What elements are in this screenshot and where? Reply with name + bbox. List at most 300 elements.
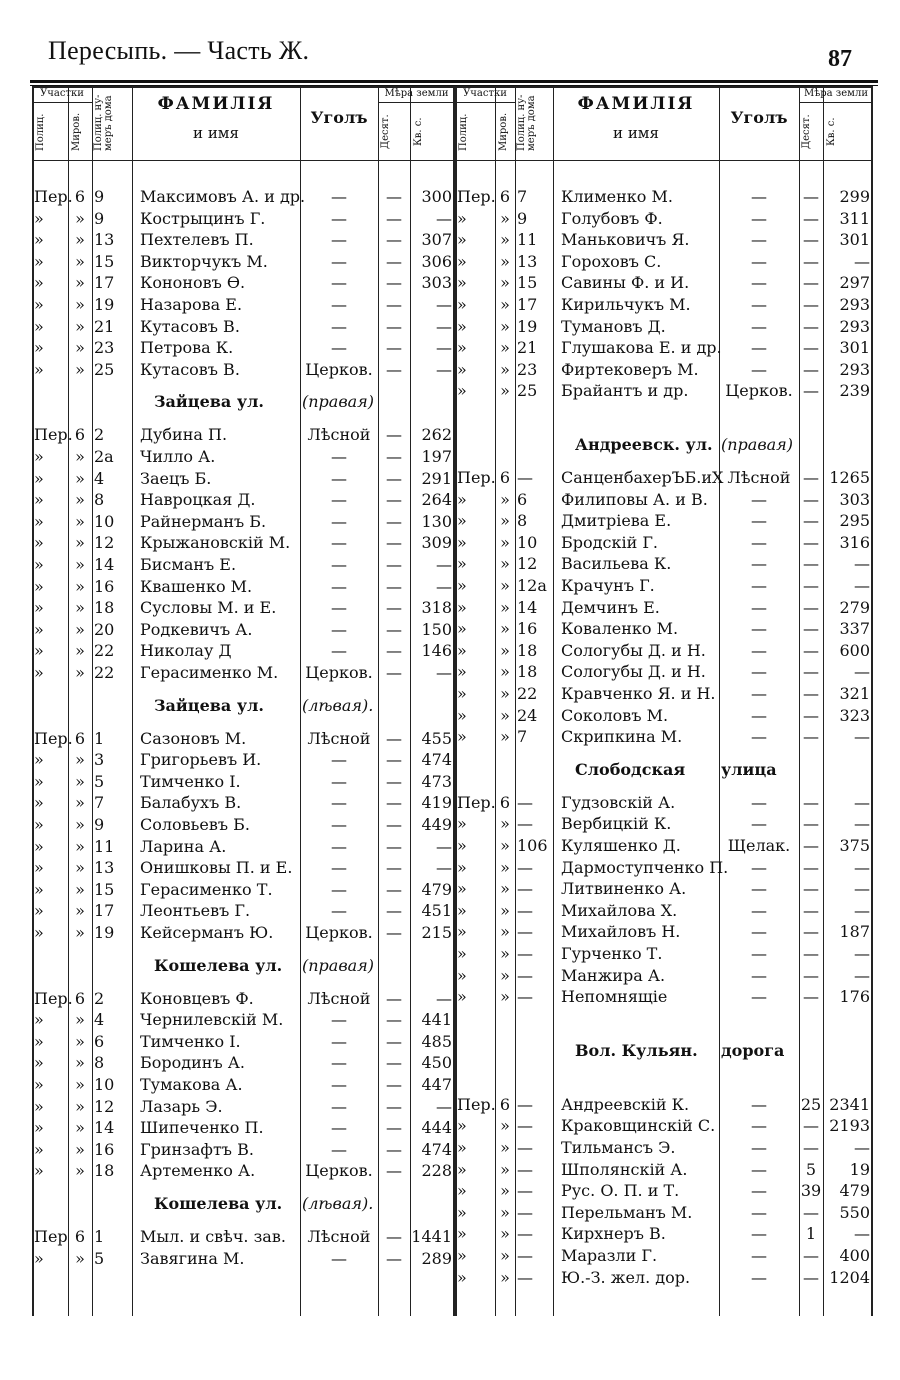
- table-row: [32, 1248, 455, 1269]
- cell-house-number: 8: [94, 490, 105, 510]
- cell-desyat: —: [803, 857, 819, 877]
- cell-ugol: —: [331, 490, 347, 510]
- cell-desyat: —: [803, 359, 819, 379]
- cell-polits: »: [34, 641, 44, 661]
- cell-name: Бисманъ Е.: [140, 555, 237, 574]
- cell-kv: —: [436, 1096, 452, 1116]
- cell-name: Перельманъ М.: [561, 1202, 693, 1222]
- cell-name: Сусловы М. и Е.: [140, 598, 277, 618]
- cell-desyat: —: [803, 662, 819, 682]
- cell-polits: »: [34, 251, 44, 271]
- cell-polits: »: [457, 836, 467, 855]
- cell-mirov: »: [500, 208, 510, 228]
- cell-mirov: »: [500, 705, 510, 725]
- cell-desyat: —: [803, 619, 819, 639]
- cell-name: Непомнящіе: [561, 987, 668, 1007]
- header-polits: Полиц.: [35, 113, 46, 151]
- top-rule: [30, 80, 878, 83]
- cell-desyat: —: [386, 1010, 402, 1030]
- cell-mirov: »: [500, 554, 510, 574]
- cell-kv: 311: [839, 208, 870, 228]
- cell-mirov: 6: [74, 728, 86, 748]
- table-row: [32, 988, 455, 1009]
- cell-polits: »: [34, 208, 44, 228]
- cell-house-number: 22: [94, 663, 115, 682]
- cell-mirov: »: [75, 663, 85, 682]
- table-row: [455, 1115, 873, 1136]
- cell-polits: Пер.: [457, 792, 496, 812]
- cell-house-number: 16: [94, 576, 115, 596]
- table-row: [455, 251, 873, 272]
- cell-ugol: —: [751, 251, 767, 271]
- cell-desyat: —: [386, 511, 402, 531]
- cell-kv: 279: [839, 597, 870, 617]
- table-row: [455, 857, 873, 878]
- cell-house-number: 17: [517, 295, 538, 314]
- cell-house-number: 22: [517, 684, 538, 703]
- cell-name: Кутасовъ В.: [140, 316, 240, 336]
- cell-mirov: »: [500, 836, 510, 855]
- cell-mirov: »: [500, 295, 510, 314]
- cell-mirov: »: [500, 251, 510, 271]
- cell-desyat: —: [803, 489, 819, 509]
- cell-house-number: 7: [517, 187, 528, 206]
- street-name: Кошелева ул.: [154, 955, 283, 975]
- cell-ugol: —: [331, 1075, 347, 1094]
- cell-name: Мыл. и свѣч. зав.: [140, 1227, 286, 1246]
- cell-desyat: —: [386, 750, 402, 770]
- cell-desyat: —: [386, 1227, 402, 1246]
- cell-house-number: 12а: [517, 576, 547, 595]
- cell-name: СанценбахерЪБ.иХ: [561, 468, 724, 487]
- cell-polits: »: [457, 532, 467, 552]
- cell-name: Бородинъ А.: [140, 1053, 245, 1073]
- cell-kv: 301: [839, 338, 870, 358]
- cell-name: Викторчукъ М.: [140, 251, 268, 271]
- cell-polits: Пер.: [457, 1094, 496, 1114]
- cell-ugol: —: [751, 640, 767, 660]
- cell-desyat: —: [803, 230, 819, 250]
- cell-ugol: —: [331, 316, 347, 336]
- cell-desyat: —: [803, 1138, 819, 1157]
- cell-kv: 303: [421, 273, 452, 293]
- section-heading: [32, 952, 455, 980]
- cell-house-number: —: [517, 1246, 533, 1265]
- cell-mirov: »: [75, 1118, 85, 1138]
- cell-ugol: —: [751, 273, 767, 293]
- cell-polits: »: [34, 468, 44, 488]
- cell-kv: 375: [839, 836, 870, 855]
- cell-mirov: »: [500, 857, 510, 877]
- cell-mirov: »: [500, 1181, 510, 1201]
- cell-mirov: »: [75, 598, 85, 618]
- cell-desyat: —: [803, 900, 819, 920]
- cell-house-number: 6: [94, 1031, 105, 1051]
- cell-mirov: »: [500, 576, 510, 595]
- cell-desyat: —: [386, 208, 402, 228]
- table-row: [32, 1009, 455, 1030]
- table-row: [32, 597, 455, 618]
- cell-kv: 295: [839, 511, 870, 531]
- street-name: Кошелева ул.: [154, 1194, 283, 1213]
- cell-mirov: 6: [499, 468, 511, 487]
- cell-polits: »: [457, 857, 467, 877]
- cell-house-number: —: [517, 987, 533, 1007]
- cell-desyat: —: [386, 490, 402, 510]
- cell-polits: »: [34, 555, 44, 574]
- cell-kv: —: [854, 576, 870, 595]
- cell-desyat: —: [386, 728, 402, 748]
- cell-desyat: —: [386, 1053, 402, 1073]
- cell-kv: —: [436, 316, 452, 336]
- cell-name: Михайловъ Н.: [561, 922, 681, 942]
- table-row: [455, 1137, 873, 1158]
- cell-mirov: »: [75, 1010, 85, 1030]
- cell-mirov: »: [500, 1159, 510, 1179]
- cell-kv: 485: [421, 1031, 452, 1051]
- cell-desyat: —: [386, 858, 402, 878]
- cell-ugol: —: [751, 208, 767, 228]
- cell-kv: 419: [421, 793, 452, 813]
- cell-desyat: —: [803, 251, 819, 271]
- cell-desyat: —: [386, 598, 402, 618]
- page-number: 87: [828, 46, 852, 72]
- cell-desyat: —: [803, 187, 819, 206]
- cell-house-number: 18: [517, 662, 538, 682]
- cell-ugol: —: [331, 1031, 347, 1051]
- street-side: (лѣвая).: [302, 1194, 374, 1213]
- cell-desyat: —: [386, 187, 402, 206]
- cell-polits: »: [34, 750, 44, 770]
- cell-house-number: —: [517, 965, 533, 985]
- cell-desyat: —: [803, 987, 819, 1007]
- cell-kv: 2341: [829, 1094, 870, 1114]
- cell-house-number: 16: [517, 619, 538, 639]
- table-row: [32, 857, 455, 878]
- cell-name: Герасименко Т.: [140, 879, 273, 899]
- cell-mirov: »: [500, 944, 510, 963]
- table-row: [32, 771, 455, 792]
- cell-ugol: —: [751, 922, 767, 942]
- cell-ugol: —: [751, 554, 767, 574]
- cell-ugol: —: [331, 533, 347, 553]
- cell-kv: 293: [839, 316, 870, 336]
- cell-name: Петрова К.: [140, 338, 234, 358]
- cell-desyat: —: [386, 619, 402, 639]
- cell-mirov: »: [500, 619, 510, 639]
- cell-mirov: »: [500, 273, 510, 293]
- cell-name: Максимовъ А. и др.: [140, 187, 306, 206]
- cell-kv: 473: [421, 771, 452, 791]
- cell-ugol: —: [751, 187, 767, 206]
- cell-mirov: »: [75, 771, 85, 791]
- cell-ugol: —: [331, 815, 347, 834]
- cell-ugol: Церков.: [305, 663, 373, 682]
- cell-kv: 400: [839, 1246, 870, 1265]
- table-row: [455, 726, 873, 747]
- cell-desyat: 39: [800, 1181, 822, 1201]
- cell-mirov: »: [75, 858, 85, 878]
- cell-name: Кравченко Я. и Н.: [561, 684, 716, 703]
- cell-mirov: 6: [74, 425, 86, 445]
- cell-mirov: »: [500, 1224, 510, 1244]
- cell-name: Тильмансъ Э.: [561, 1138, 676, 1157]
- table-row: [32, 511, 455, 532]
- cell-name: Герасименко М.: [140, 663, 279, 682]
- cell-name: Кейсерманъ Ю.: [140, 923, 274, 942]
- cell-polits: »: [457, 251, 467, 271]
- cell-mirov: »: [75, 750, 85, 770]
- table-row: [455, 640, 873, 661]
- header-rule-bottom: [455, 160, 873, 161]
- table-row: [32, 1160, 455, 1181]
- cell-name: Родкевичъ А.: [140, 619, 253, 639]
- cell-desyat: —: [386, 338, 402, 358]
- cell-house-number: 7: [94, 793, 105, 813]
- cell-kv: 600: [839, 640, 870, 660]
- cell-name: Куляшенко Д.: [561, 836, 681, 855]
- cell-house-number: —: [517, 1224, 533, 1244]
- cell-name: Брайантъ и др.: [561, 381, 689, 401]
- cell-kv: 150: [421, 619, 452, 639]
- header-mirov: Миров.: [498, 112, 509, 152]
- cell-polits: »: [457, 662, 467, 682]
- table-row: [32, 879, 455, 900]
- cell-ugol: —: [331, 511, 347, 531]
- cell-mirov: »: [75, 1096, 85, 1116]
- table-row: [455, 359, 873, 380]
- cell-name: Васильева К.: [561, 554, 672, 574]
- cell-polits: »: [457, 597, 467, 617]
- header-familia: ФАМИЛІЯ: [157, 94, 275, 114]
- cell-mirov: »: [75, 447, 85, 466]
- cell-mirov: »: [500, 640, 510, 660]
- cell-kv: —: [436, 555, 452, 574]
- cell-house-number: 20: [94, 619, 115, 639]
- cell-kv: 455: [421, 728, 452, 748]
- cell-desyat: —: [803, 1202, 819, 1222]
- table-row: [455, 1245, 873, 1266]
- cell-kv: 262: [421, 425, 452, 445]
- street-side: (правая): [302, 955, 375, 975]
- table-row: [32, 749, 455, 770]
- cell-name: Клименко М.: [561, 187, 673, 206]
- cell-name: Дармоступченко П.: [561, 857, 729, 877]
- cell-mirov: 6: [74, 1227, 86, 1246]
- cell-name: Сологубы Д. и Н.: [561, 662, 706, 682]
- cell-mirov: »: [500, 965, 510, 985]
- cell-name: Гудзовскій А.: [561, 792, 676, 812]
- cell-mirov: »: [75, 923, 85, 942]
- table-row: [455, 597, 873, 618]
- table-row: [32, 814, 455, 835]
- cell-mirov: »: [500, 316, 510, 336]
- cell-ugol: —: [751, 857, 767, 877]
- cell-mirov: »: [75, 273, 85, 293]
- cell-ugol: Щелак.: [727, 836, 791, 855]
- cell-mirov: 6: [74, 988, 86, 1008]
- cell-house-number: 5: [94, 771, 105, 791]
- cell-desyat: —: [386, 316, 402, 336]
- cell-ugol: —: [331, 555, 347, 574]
- cell-name: Коновцевъ Ф.: [140, 988, 254, 1008]
- header-rule-bottom: [32, 160, 455, 161]
- cell-desyat: —: [803, 640, 819, 660]
- cell-house-number: 1: [94, 1227, 105, 1246]
- cell-kv: —: [854, 944, 870, 963]
- cell-name: Леонтьевъ Г.: [140, 901, 251, 921]
- cell-kv: 2193: [829, 1116, 870, 1136]
- cell-house-number: 9: [94, 187, 105, 206]
- cell-kv: —: [854, 251, 870, 271]
- table-row: [455, 294, 873, 315]
- cell-desyat: —: [803, 922, 819, 942]
- cell-ugol: —: [751, 1202, 767, 1222]
- cell-desyat: —: [386, 1118, 402, 1138]
- cell-house-number: 1: [94, 728, 105, 748]
- header-uchastki: Участки: [463, 88, 507, 99]
- cell-ugol: —: [751, 900, 767, 920]
- cell-house-number: 11: [517, 230, 538, 250]
- cell-kv: 19: [849, 1159, 870, 1179]
- cell-ugol: —: [331, 901, 347, 921]
- cell-polits: »: [457, 1116, 467, 1136]
- table-row: [32, 554, 455, 575]
- cell-kv: 291: [421, 468, 452, 488]
- cell-ugol: —: [751, 944, 767, 963]
- cell-kv: 303: [839, 489, 870, 509]
- cell-desyat: —: [386, 771, 402, 791]
- cell-mirov: »: [75, 1075, 85, 1094]
- cell-polits: »: [34, 1139, 44, 1159]
- cell-polits: »: [34, 230, 44, 250]
- cell-mirov: »: [500, 727, 510, 747]
- cell-house-number: 14: [94, 1118, 115, 1138]
- cell-ugol: Церков.: [725, 381, 793, 401]
- cell-kv: 318: [421, 598, 452, 618]
- cell-kv: 146: [421, 641, 452, 661]
- cell-polits: »: [457, 619, 467, 639]
- cell-kv: —: [854, 900, 870, 920]
- cell-mirov: »: [75, 1053, 85, 1073]
- cell-ugol: Лѣсной: [307, 988, 371, 1008]
- header-mera: Мѣра земли: [384, 88, 449, 99]
- cell-mirov: »: [500, 1116, 510, 1136]
- cell-house-number: 3: [94, 750, 105, 770]
- cell-name: Литвиненко А.: [561, 879, 687, 899]
- table-row: [32, 294, 455, 315]
- cell-ugol: —: [751, 1116, 767, 1136]
- cell-kv: —: [854, 965, 870, 985]
- cell-desyat: —: [803, 316, 819, 336]
- cell-house-number: —: [517, 857, 533, 877]
- cell-ugol: —: [751, 684, 767, 703]
- cell-kv: 306: [421, 251, 452, 271]
- cell-ugol: Лѣсной: [307, 1227, 371, 1246]
- cell-name: Кирильчукъ М.: [561, 295, 691, 314]
- cell-name: Лазарь Э.: [140, 1096, 223, 1116]
- street-name: Андреевск. ул.: [575, 435, 713, 454]
- cell-kv: —: [436, 988, 452, 1008]
- cell-polits: Пер: [34, 1227, 68, 1246]
- cell-mirov: »: [75, 230, 85, 250]
- cell-kv: —: [854, 1138, 870, 1157]
- header-nomer: Полиц. ну- меръ дома: [516, 94, 537, 152]
- cell-name: Григорьевъ И.: [140, 750, 262, 770]
- cell-ugol: —: [331, 598, 347, 618]
- cell-name: Назарова Е.: [140, 295, 243, 314]
- cell-polits: »: [34, 338, 44, 358]
- cell-name: Тимченко І.: [140, 771, 241, 791]
- cell-name: Скрипкина М.: [561, 727, 683, 747]
- cell-ugol: —: [331, 879, 347, 899]
- cell-house-number: —: [517, 814, 533, 834]
- cell-name: Маньковичъ Я.: [561, 230, 690, 250]
- cell-kv: 130: [421, 511, 452, 531]
- cell-ugol: —: [331, 295, 347, 314]
- cell-house-number: 19: [94, 923, 115, 942]
- cell-name: Шполянскій А.: [561, 1159, 688, 1179]
- table-row: [32, 619, 455, 640]
- cell-polits: »: [457, 944, 467, 963]
- street-side: улица: [721, 759, 777, 779]
- right-table: [455, 86, 873, 1316]
- table-row: [32, 1139, 455, 1160]
- table-row: [32, 1226, 455, 1247]
- cell-name: Квашенко М.: [140, 576, 253, 596]
- cell-desyat: —: [386, 1031, 402, 1051]
- cell-polits: »: [34, 511, 44, 531]
- table-row: [455, 1223, 873, 1244]
- cell-ugol: —: [751, 359, 767, 379]
- cell-name: Андреевскій К.: [561, 1094, 690, 1114]
- cell-polits: »: [34, 663, 44, 682]
- table-row: [455, 272, 873, 293]
- cell-desyat: —: [803, 208, 819, 228]
- cell-desyat: —: [803, 576, 819, 595]
- cell-mirov: »: [500, 662, 510, 682]
- cell-house-number: 14: [517, 597, 538, 617]
- table-row: [455, 467, 873, 488]
- cell-polits: »: [34, 1075, 44, 1094]
- cell-name: Пехтелевъ П.: [140, 230, 254, 250]
- cell-house-number: —: [517, 1267, 533, 1287]
- cell-kv: 293: [839, 295, 870, 314]
- cell-name: Завягина М.: [140, 1248, 245, 1268]
- cell-desyat: —: [386, 923, 402, 942]
- cell-desyat: —: [803, 792, 819, 812]
- cell-polits: Пер.: [457, 187, 496, 206]
- cell-ugol: —: [331, 1010, 347, 1030]
- cell-house-number: 13: [94, 858, 115, 878]
- cell-desyat: —: [386, 555, 402, 574]
- cell-mirov: »: [75, 901, 85, 921]
- cell-ugol: —: [331, 641, 347, 661]
- table-row: [32, 468, 455, 489]
- table-row: [455, 553, 873, 574]
- street-side: (правая): [721, 435, 794, 454]
- cell-house-number: —: [517, 792, 533, 812]
- cell-kv: 228: [421, 1161, 452, 1181]
- cell-house-number: 106: [517, 836, 548, 855]
- cell-desyat: —: [803, 338, 819, 358]
- table-row: [455, 813, 873, 834]
- cell-ugol: —: [331, 251, 347, 271]
- cell-ugol: —: [751, 230, 767, 250]
- cell-kv: 474: [421, 1139, 452, 1159]
- cell-house-number: 21: [517, 338, 538, 358]
- cell-polits: »: [34, 359, 44, 379]
